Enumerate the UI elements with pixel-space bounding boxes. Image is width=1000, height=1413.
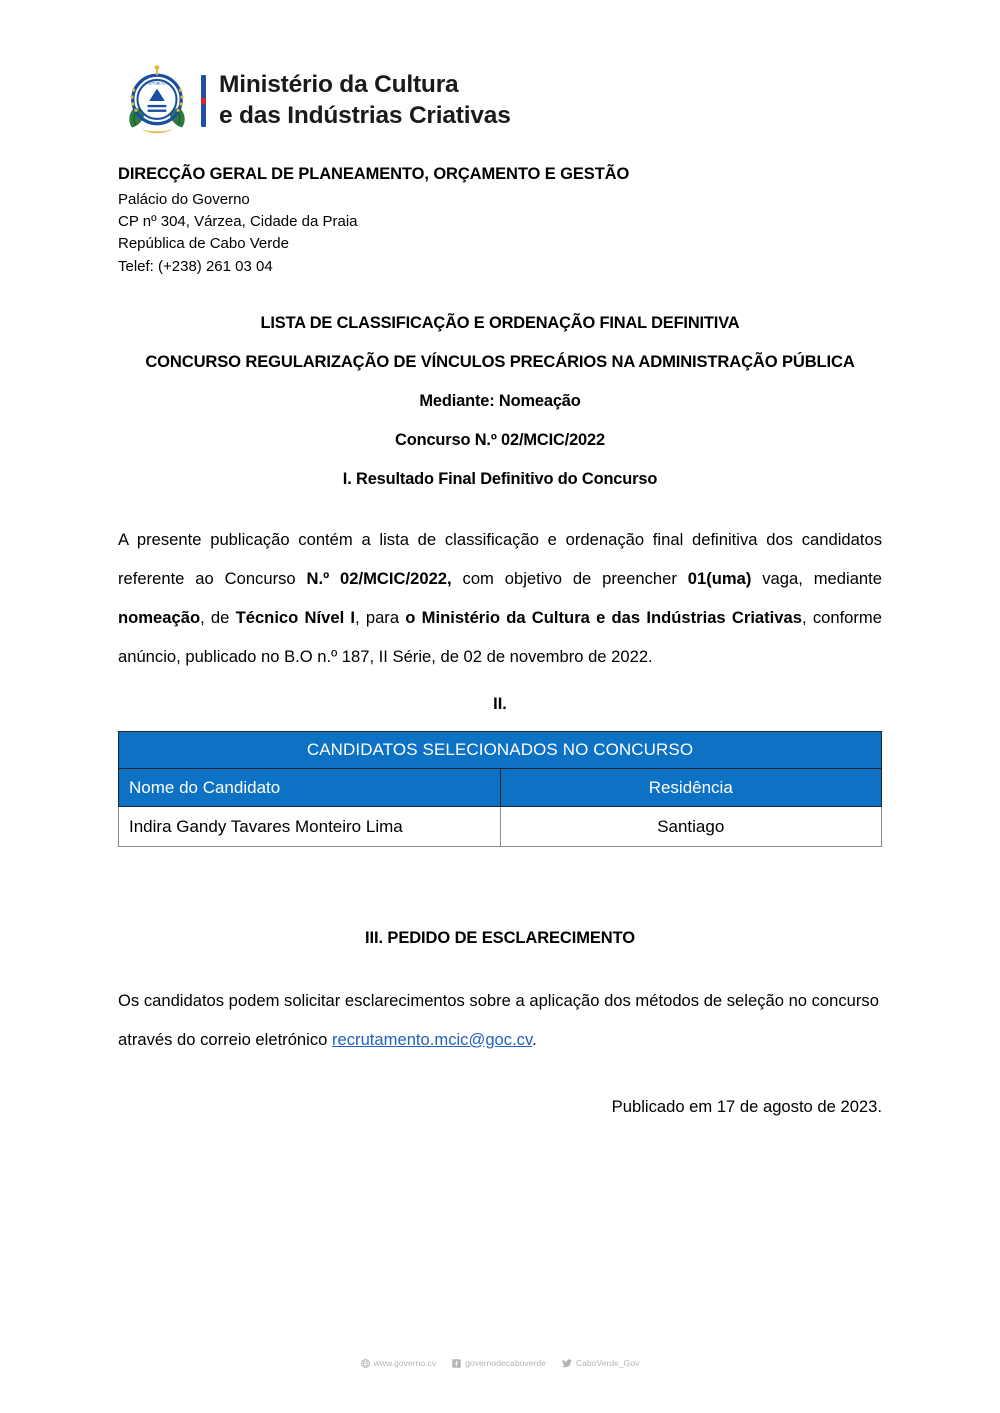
table-title-row: [119, 732, 882, 769]
column-header-residence: Residência: [500, 769, 882, 807]
intro-bold-vagas: 01(uma): [687, 568, 752, 588]
department-title: DIRECÇÃO GERAL DE PLANEAMENTO, ORÇAMENTO E GESTÃO: [118, 165, 630, 183]
title-concurso-number: Concurso N.º 02/MCIC/2022: [395, 430, 605, 449]
ministry-name-line2: e das Indústrias Criativas: [219, 102, 511, 129]
footer-website-label: www.governo.cv: [373, 1358, 437, 1368]
title-mediante: Mediante: Nomeação: [419, 392, 581, 410]
title-block: [118, 315, 882, 487]
section-2-label: II.: [493, 695, 507, 713]
address-line-palacio: Palácio do Governo: [118, 191, 250, 208]
intro-bold-tecnico: Técnico Nível I: [235, 607, 356, 627]
svg-text:REPUBLICA: REPUBLICA: [145, 80, 169, 86]
globe-icon: [361, 1359, 370, 1368]
address-line-country: República de Cabo Verde: [118, 235, 289, 253]
intro-text-1: A presente publicação contém a lista de classificação e ordenação final definitiva dos candidatos referente ao Concurso: [118, 529, 882, 588]
section-1-heading: I. Resultado Final Definitivo do Concurso: [342, 469, 658, 488]
footer-website[interactable]: [361, 1358, 437, 1368]
intro-bold-concurso-number: N.º 02/MCIC/2022,: [306, 568, 452, 588]
intro-text-4: , de: [200, 607, 236, 627]
column-header-name: Nome do Candidato: [119, 769, 501, 807]
intro-text-5: , para: [355, 607, 406, 627]
recruitment-email-link[interactable]: recrutamento.mcic@goc.cv: [332, 1029, 533, 1049]
intro-text-3: vaga, mediante: [751, 568, 882, 588]
footer-twitter[interactable]: [562, 1358, 640, 1368]
title-concurso-heading: CONCURSO REGULARIZAÇÃO DE VÍNCULOS PRECÁRIOS NA ADMINISTRAÇÃO PÚBLICA: [145, 351, 855, 371]
page-footer: [0, 1358, 1000, 1368]
section-3-text-after: .: [532, 1029, 537, 1049]
intro-text-6: , conforme anúncio, publicado no B.O n.º 187, II Série, de 02 de novembro de 2022.: [118, 607, 882, 666]
ministry-name-line1: Ministério da Cultura: [219, 71, 459, 99]
section-3-heading: III. PEDIDO DE ESCLARECIMENTO: [365, 929, 635, 947]
title-list-heading: LISTA DE CLASSIFICAÇÃO E ORDENAÇÃO FINAL DEFINITIVA: [260, 314, 740, 332]
cape-verde-coat-of-arms-icon: [118, 62, 196, 140]
address-line-phone: Telef: (+238) 261 03 04: [118, 257, 273, 275]
footer-facebook-label: governodecaboverde: [465, 1358, 546, 1368]
cell-candidate-name: Indira Gandy Tavares Monteiro Lima: [119, 807, 501, 847]
footer-twitter-label: CaboVerde_Gov: [575, 1358, 640, 1368]
published-date: Publicado em 17 de agosto de 2023.: [611, 1097, 882, 1116]
table-header-row: [119, 769, 882, 807]
flag-divider-bar: [201, 75, 206, 127]
section-3-paragraph: [118, 982, 884, 1060]
table-title-cell: CANDIDATOS SELECIONADOS NO CONCURSO: [119, 732, 882, 769]
section-3-text-before: Os candidatos podem solicitar esclarecimentos sobre a aplicação dos métodos de seleção no concurso através do correio eletrónico: [118, 990, 879, 1049]
facebook-icon: [452, 1359, 461, 1368]
intro-bold-nomeacao: nomeação: [118, 607, 201, 627]
ministry-name: [219, 70, 511, 132]
footer-facebook[interactable]: [452, 1358, 546, 1368]
address-block: [118, 165, 818, 278]
intro-text-2: com objetivo de preencher: [451, 568, 688, 588]
letterhead: [118, 62, 511, 140]
selected-candidates-table: [118, 731, 882, 847]
cell-candidate-residence: Santiago: [500, 807, 882, 847]
table-row: [119, 807, 882, 847]
twitter-icon: [562, 1359, 572, 1368]
intro-paragraph: [118, 521, 882, 677]
intro-bold-ministerio: o Ministério da Cultura e das Indústrias Criativas: [405, 607, 802, 627]
address-line-cp: CP nº 304, Várzea, Cidade da Praia: [118, 213, 358, 231]
